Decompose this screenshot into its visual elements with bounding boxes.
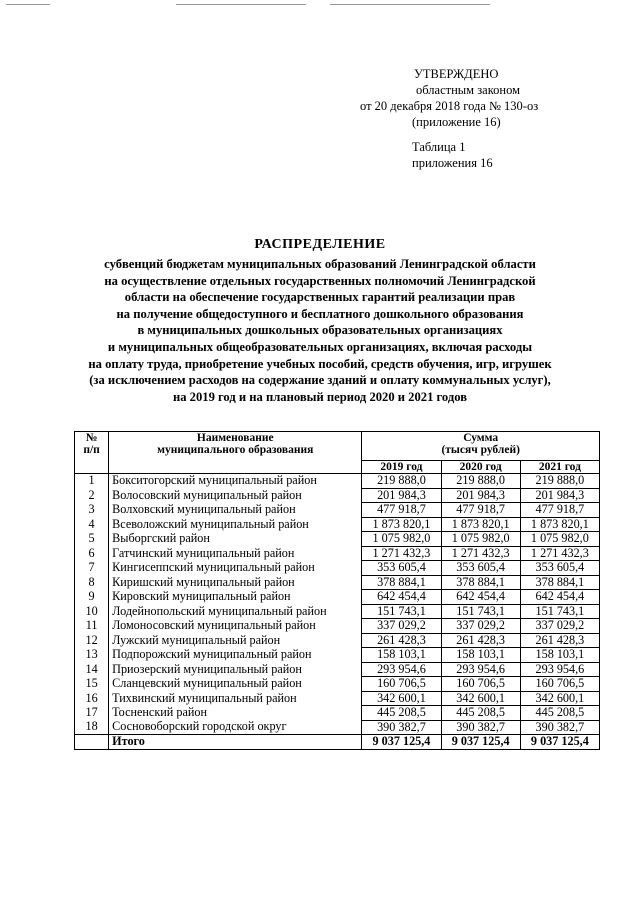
row-value-2020: 151 743,1: [441, 604, 520, 619]
row-name: Ломоносовский муниципальный район: [109, 619, 362, 634]
total-value-2020: 9 037 125,4: [441, 735, 520, 750]
row-value-2019: 151 743,1: [362, 604, 441, 619]
row-value-2020: 1 873 820,1: [441, 517, 520, 532]
row-value-2019: 353 605,4: [362, 561, 441, 576]
header-name-line1: Наименование: [196, 432, 274, 444]
row-name: Кингисеппский муниципальный район: [109, 561, 362, 576]
subtitle-line: области на обеспечение государственных гарантий реализации прав: [124, 290, 516, 305]
row-name: Тихвинский муниципальный район: [109, 691, 362, 706]
row-num: 18: [75, 720, 109, 735]
row-value-2021: 642 454,4: [520, 590, 599, 605]
row-value-2020: 445 208,5: [441, 706, 520, 721]
row-value-2020: 642 454,4: [441, 590, 520, 605]
row-name: Лодейнопольский муниципальный район: [109, 604, 362, 619]
row-name: Всеволожский муниципальный район: [109, 517, 362, 532]
total-num: [75, 735, 109, 750]
row-value-2021: 261 428,3: [520, 633, 599, 648]
table-row: [75, 561, 600, 576]
approval-line-approved: УТВЕРЖДЕНО: [414, 67, 499, 81]
table-row: [75, 677, 600, 692]
row-value-2020: 477 918,7: [441, 503, 520, 518]
document-heading: [20, 237, 620, 405]
subtitle-line: на 2019 год и на плановый период 2020 и 2021 годов: [172, 389, 468, 404]
row-value-2021: 158 103,1: [520, 648, 599, 663]
header-sum-line1: Сумма: [463, 432, 499, 444]
header-name: [109, 432, 362, 474]
row-value-2019: 160 706,5: [362, 677, 441, 692]
subtitle-line: на оплату труда, приобретение учебных пособий, средств обучения, игр, игрушек: [88, 356, 552, 371]
row-value-2020: 160 706,5: [441, 677, 520, 692]
row-name: Подпорожский муниципальный район: [109, 648, 362, 663]
row-value-2021: 342 600,1: [520, 691, 599, 706]
row-value-2020: 342 600,1: [441, 691, 520, 706]
subtitle-line: на осуществление отдельных государственных полномочий Ленинградской: [104, 273, 536, 288]
header-num-line2: п/п: [83, 444, 100, 456]
approval-line-date: от 20 декабря 2018 года № 130-оз: [360, 99, 539, 113]
row-value-2019: 642 454,4: [362, 590, 441, 605]
row-value-2019: 342 600,1: [362, 691, 441, 706]
row-value-2021: 337 029,2: [520, 619, 599, 634]
row-value-2020: 293 954,6: [441, 662, 520, 677]
row-value-2019: 261 428,3: [362, 633, 441, 648]
scan-artifact-line: [330, 4, 490, 5]
row-num: 3: [75, 503, 109, 518]
row-value-2020: 158 103,1: [441, 648, 520, 663]
row-name: Бокситогорский муниципальный район: [109, 474, 362, 489]
row-num: 5: [75, 532, 109, 547]
row-num: 17: [75, 706, 109, 721]
table-row: [75, 633, 600, 648]
subtitle-line: субвенций бюджетам муниципальных образований Ленинградской области: [104, 257, 536, 271]
document-subtitle: [20, 256, 620, 405]
row-value-2019: 445 208,5: [362, 706, 441, 721]
row-value-2021: 1 075 982,0: [520, 532, 599, 547]
row-value-2019: 1 075 982,0: [362, 532, 441, 547]
row-value-2020: 1 271 432,3: [441, 546, 520, 561]
row-num: 7: [75, 561, 109, 576]
approval-line-appendix: (приложение 16): [412, 115, 501, 129]
subtitle-line: (за исключением расходов на содержание зданий и оплату коммунальных услуг),: [89, 373, 551, 388]
row-num: 6: [75, 546, 109, 561]
table-reference-line1: Таблица 1: [412, 140, 466, 154]
row-name: Выборгский район: [109, 532, 362, 547]
row-value-2021: 293 954,6: [520, 662, 599, 677]
row-value-2021: 219 888,0: [520, 474, 599, 489]
row-value-2020: 390 382,7: [441, 720, 520, 735]
subtitle-line: и муниципальных общеобразовательных организациях, включая расходы: [107, 339, 533, 354]
subtitle-line: в муниципальных дошкольных образовательных организациях: [137, 323, 503, 338]
table-row: [75, 546, 600, 561]
row-name: Гатчинский муниципальный район: [109, 546, 362, 561]
row-name: Сосновоборский городской округ: [109, 720, 362, 735]
row-value-2019: 1 873 820,1: [362, 517, 441, 532]
row-num: 8: [75, 575, 109, 590]
table-row: [75, 474, 600, 489]
header-year-2019: 2019 год: [362, 461, 441, 474]
scan-artifact-line: [176, 4, 306, 5]
row-value-2020: 337 029,2: [441, 619, 520, 634]
table-reference: [412, 139, 493, 171]
row-value-2021: 201 984,3: [520, 488, 599, 503]
row-name: Кировский муниципальный район: [109, 590, 362, 605]
table-row: [75, 590, 600, 605]
total-label: Итого: [109, 735, 362, 750]
row-value-2021: 160 706,5: [520, 677, 599, 692]
row-value-2021: 1 873 820,1: [520, 517, 599, 532]
table-row: [75, 619, 600, 634]
row-value-2020: 219 888,0: [441, 474, 520, 489]
header-num: [75, 432, 109, 474]
row-name: Приозерский муниципальный район: [109, 662, 362, 677]
table-row: [75, 691, 600, 706]
distribution-table: [74, 431, 600, 750]
table-row: [75, 517, 600, 532]
row-value-2019: 293 954,6: [362, 662, 441, 677]
scan-artifact-line: [6, 4, 50, 5]
row-value-2020: 353 605,4: [441, 561, 520, 576]
row-value-2021: 1 271 432,3: [520, 546, 599, 561]
total-value-2019: 9 037 125,4: [362, 735, 441, 750]
row-num: 15: [75, 677, 109, 692]
document-title: РАСПРЕДЕЛЕНИЕ: [254, 237, 386, 252]
total-value-2021: 9 037 125,4: [520, 735, 599, 750]
table-row: [75, 706, 600, 721]
row-num: 1: [75, 474, 109, 489]
row-value-2020: 261 428,3: [441, 633, 520, 648]
row-value-2019: 378 884,1: [362, 575, 441, 590]
row-num: 12: [75, 633, 109, 648]
row-value-2020: 378 884,1: [441, 575, 520, 590]
total-row: [75, 735, 600, 750]
table-row: [75, 503, 600, 518]
row-num: 9: [75, 590, 109, 605]
row-value-2019: 390 382,7: [362, 720, 441, 735]
approval-stamp: [360, 66, 538, 130]
row-num: 14: [75, 662, 109, 677]
row-value-2019: 158 103,1: [362, 648, 441, 663]
header-year-2021: 2021 год: [520, 461, 599, 474]
table-row: [75, 532, 600, 547]
row-value-2021: 445 208,5: [520, 706, 599, 721]
table-row: [75, 604, 600, 619]
table-row: [75, 488, 600, 503]
row-value-2021: 353 605,4: [520, 561, 599, 576]
header-sum: [362, 432, 600, 461]
header-name-line2: муниципального образования: [157, 444, 314, 456]
row-name: Волосовский муниципальный район: [109, 488, 362, 503]
row-value-2019: 1 271 432,3: [362, 546, 441, 561]
row-name: Киришский муниципальный район: [109, 575, 362, 590]
table-row: [75, 662, 600, 677]
row-num: 11: [75, 619, 109, 634]
row-num: 13: [75, 648, 109, 663]
row-name: Тосненский район: [109, 706, 362, 721]
row-value-2019: 337 029,2: [362, 619, 441, 634]
row-value-2021: 477 918,7: [520, 503, 599, 518]
table-reference-line2: приложения 16: [412, 156, 493, 170]
row-value-2019: 219 888,0: [362, 474, 441, 489]
table-row: [75, 648, 600, 663]
header-year-2020: 2020 год: [441, 461, 520, 474]
row-num: 2: [75, 488, 109, 503]
table-row: [75, 720, 600, 735]
row-name: Сланцевский муниципальный район: [109, 677, 362, 692]
subtitle-line: на получение общедоступного и бесплатного дошкольного образования: [116, 306, 524, 321]
row-num: 4: [75, 517, 109, 532]
row-name: Волховский муниципальный район: [109, 503, 362, 518]
row-value-2021: 378 884,1: [520, 575, 599, 590]
row-value-2020: 201 984,3: [441, 488, 520, 503]
row-name: Лужский муниципальный район: [109, 633, 362, 648]
row-value-2021: 390 382,7: [520, 720, 599, 735]
header-num-line1: №: [85, 432, 98, 444]
row-value-2019: 477 918,7: [362, 503, 441, 518]
table-row: [75, 575, 600, 590]
row-value-2021: 151 743,1: [520, 604, 599, 619]
header-sum-line2: (тысяч рублей): [441, 444, 520, 456]
row-value-2020: 1 075 982,0: [441, 532, 520, 547]
row-num: 10: [75, 604, 109, 619]
row-value-2019: 201 984,3: [362, 488, 441, 503]
approval-line-law: областным законом: [416, 83, 521, 97]
row-num: 16: [75, 691, 109, 706]
